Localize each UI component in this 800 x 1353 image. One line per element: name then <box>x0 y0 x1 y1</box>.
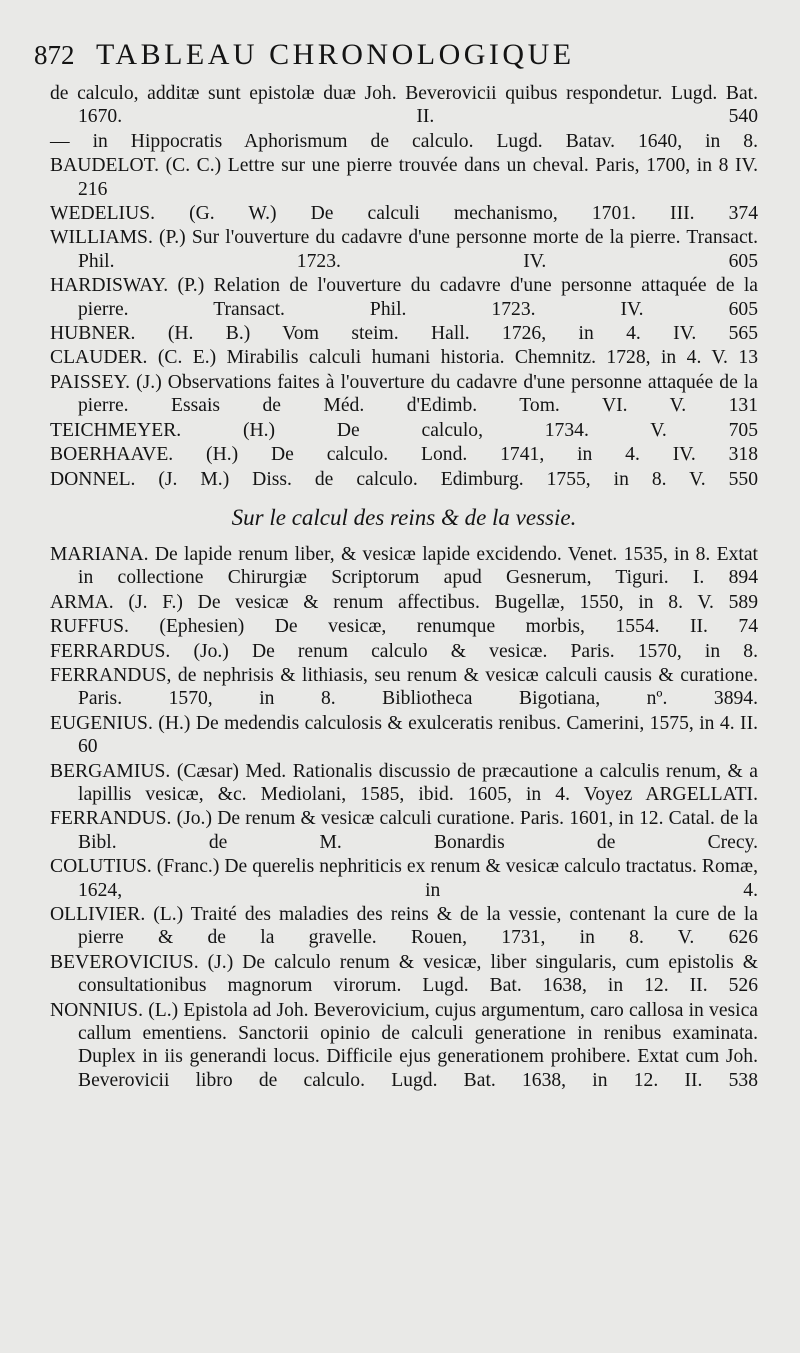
bibliography-entry: BOERHAAVE. (H.) De calculo. Lond. 1741, in 4. IV. 318 <box>50 444 758 466</box>
page-number: 872 <box>34 40 75 70</box>
bibliography-entry: RUFFUS. (Ephesien) De vesicæ, renumque morbis, 1554. II. 74 <box>50 616 758 638</box>
bibliography-entry: CLAUDER. (C. E.) Mirabilis calculi humani historia. Chemnitz. 1728, in 4. V. 13 <box>50 347 758 369</box>
bibliography-entry: BEVEROVICIUS. (J.) De calculo renum & vesicæ, liber singularis, cum epistolis & consultationibus magnorum virorum. Lugd. Bat. 1638, in 12. II. 526 <box>50 951 758 997</box>
bibliography-entry: HUBNER. (H. B.) Vom steim. Hall. 1726, in 4. IV. 565 <box>50 323 758 345</box>
bibliography-entry: OLLIVIER. (L.) Traité des maladies des reins & de la vessie, contenant la cure de la pierre & de la gravelle. Rouen, 1731, in 8. V. 626 <box>50 904 758 949</box>
bibliography-entry: WILLIAMS. (P.) Sur l'ouverture du cadavre d'une personne morte de la pierre. Transact. Phil. 1723. IV. 605 <box>50 227 758 272</box>
bibliography-entry: de calculo, additæ sunt epistolæ duæ Joh. Beverovicii quibus respondetur. Lugd. Bat. 1670. II. 540 <box>50 83 758 128</box>
bibliography-entry: HARDISWAY. (P.) Relation de l'ouverture du cadavre d'une personne attaquée de la pierre. Transact. Phil. 1723. IV. 605 <box>50 275 758 320</box>
bibliography-entry: BERGAMIUS. (Cæsar) Med. Rationalis discussio de præcautione a calculis renum, & a lapillis vesicæ, &c. Mediolani, 1585, ibid. 1605, in 4. Voyez ARGELLATI. <box>50 760 758 805</box>
bibliography-entry: DONNEL. (J. M.) Diss. de calculo. Edimburg. 1755, in 8. V. 550 <box>50 468 758 490</box>
bibliography-entry: FERRANDUS. (Jo.) De renum & vesicæ calculi curatione. Paris. 1601, in 12. Catal. de la Bibl. de M. Bonardis de Crecy. <box>50 808 758 853</box>
running-title: TABLEAU CHRONOLOGIQUE <box>96 38 575 71</box>
bibliography-entry: NONNIUS. (L.) Epistola ad Joh. Beverovicium, cujus argumentum, caro callosa in vesica callum ementiens. Sanctorii opinio de calculi generatione in renibus examinata. Duplex in iis generandi locus. Difficile ejus generationem prohibere. Extat cum Joh. Beverovicii libro de calculo. Lugd. Bat. 1638, in 12. II. 538 <box>50 999 758 1091</box>
section-heading: Sur le calcul des reins & de la vessie. <box>231 504 577 530</box>
bibliography-entry: ARMA. (J. F.) De vesicæ & renum affectibus. Bugellæ, 1550, in 8. V. 589 <box>50 591 758 613</box>
bibliography-entry: EUGENIUS. (H.) De medendis calculosis & exulceratis renibus. Camerini, 1575, in 4. II. 60 <box>50 712 758 758</box>
entries-after-section <box>50 543 758 1092</box>
page-header <box>34 38 774 72</box>
bibliography-entry: TEICHMEYER. (H.) De calculo, 1734. V. 705 <box>50 419 758 441</box>
bibliography-entry: FERRARDUS. (Jo.) De renum calculo & vesicæ. Paris. 1570, in 8. <box>50 640 758 662</box>
bibliography-entry: FERRANDUS, de nephrisis & lithiasis, seu renum & vesicæ calculi causis & curatione. Paris. 1570, in 8. Bibliotheca Bigotiana, nº. 3894. <box>50 664 758 710</box>
bibliography-entry: PAISSEY. (J.) Observations faites à l'ouverture du cadavre d'une personne attaquée de la pierre. Essais de Méd. d'Edimb. Tom. VI. V. 131 <box>50 371 758 417</box>
bibliography-entry: MARIANA. De lapide renum liber, & vesicæ lapide excidendo. Venet. 1535, in 8. Extat in collectione Chirurgiæ Scriptorum apud Gesnerum, Tiguri. I. 894 <box>50 543 758 589</box>
entries-column <box>50 82 758 1092</box>
bibliography-entry: BAUDELOT. (C. C.) Lettre sur une pierre trouvée dans un cheval. Paris, 1700, in 8 IV. 216 <box>50 155 758 200</box>
entries-before-section <box>50 82 758 491</box>
bibliography-entry: WEDELIUS. (G. W.) De calculi mechanismo, 1701. III. 374 <box>50 203 758 225</box>
bibliography-entry: — in Hippocratis Aphorismum de calculo. Lugd. Batav. 1640, in 8. <box>50 130 758 152</box>
bibliography-entry: COLUTIUS. (Franc.) De querelis nephriticis ex renum & vesicæ calculo tractatus. Romæ, 1624, in 4. <box>50 856 758 901</box>
